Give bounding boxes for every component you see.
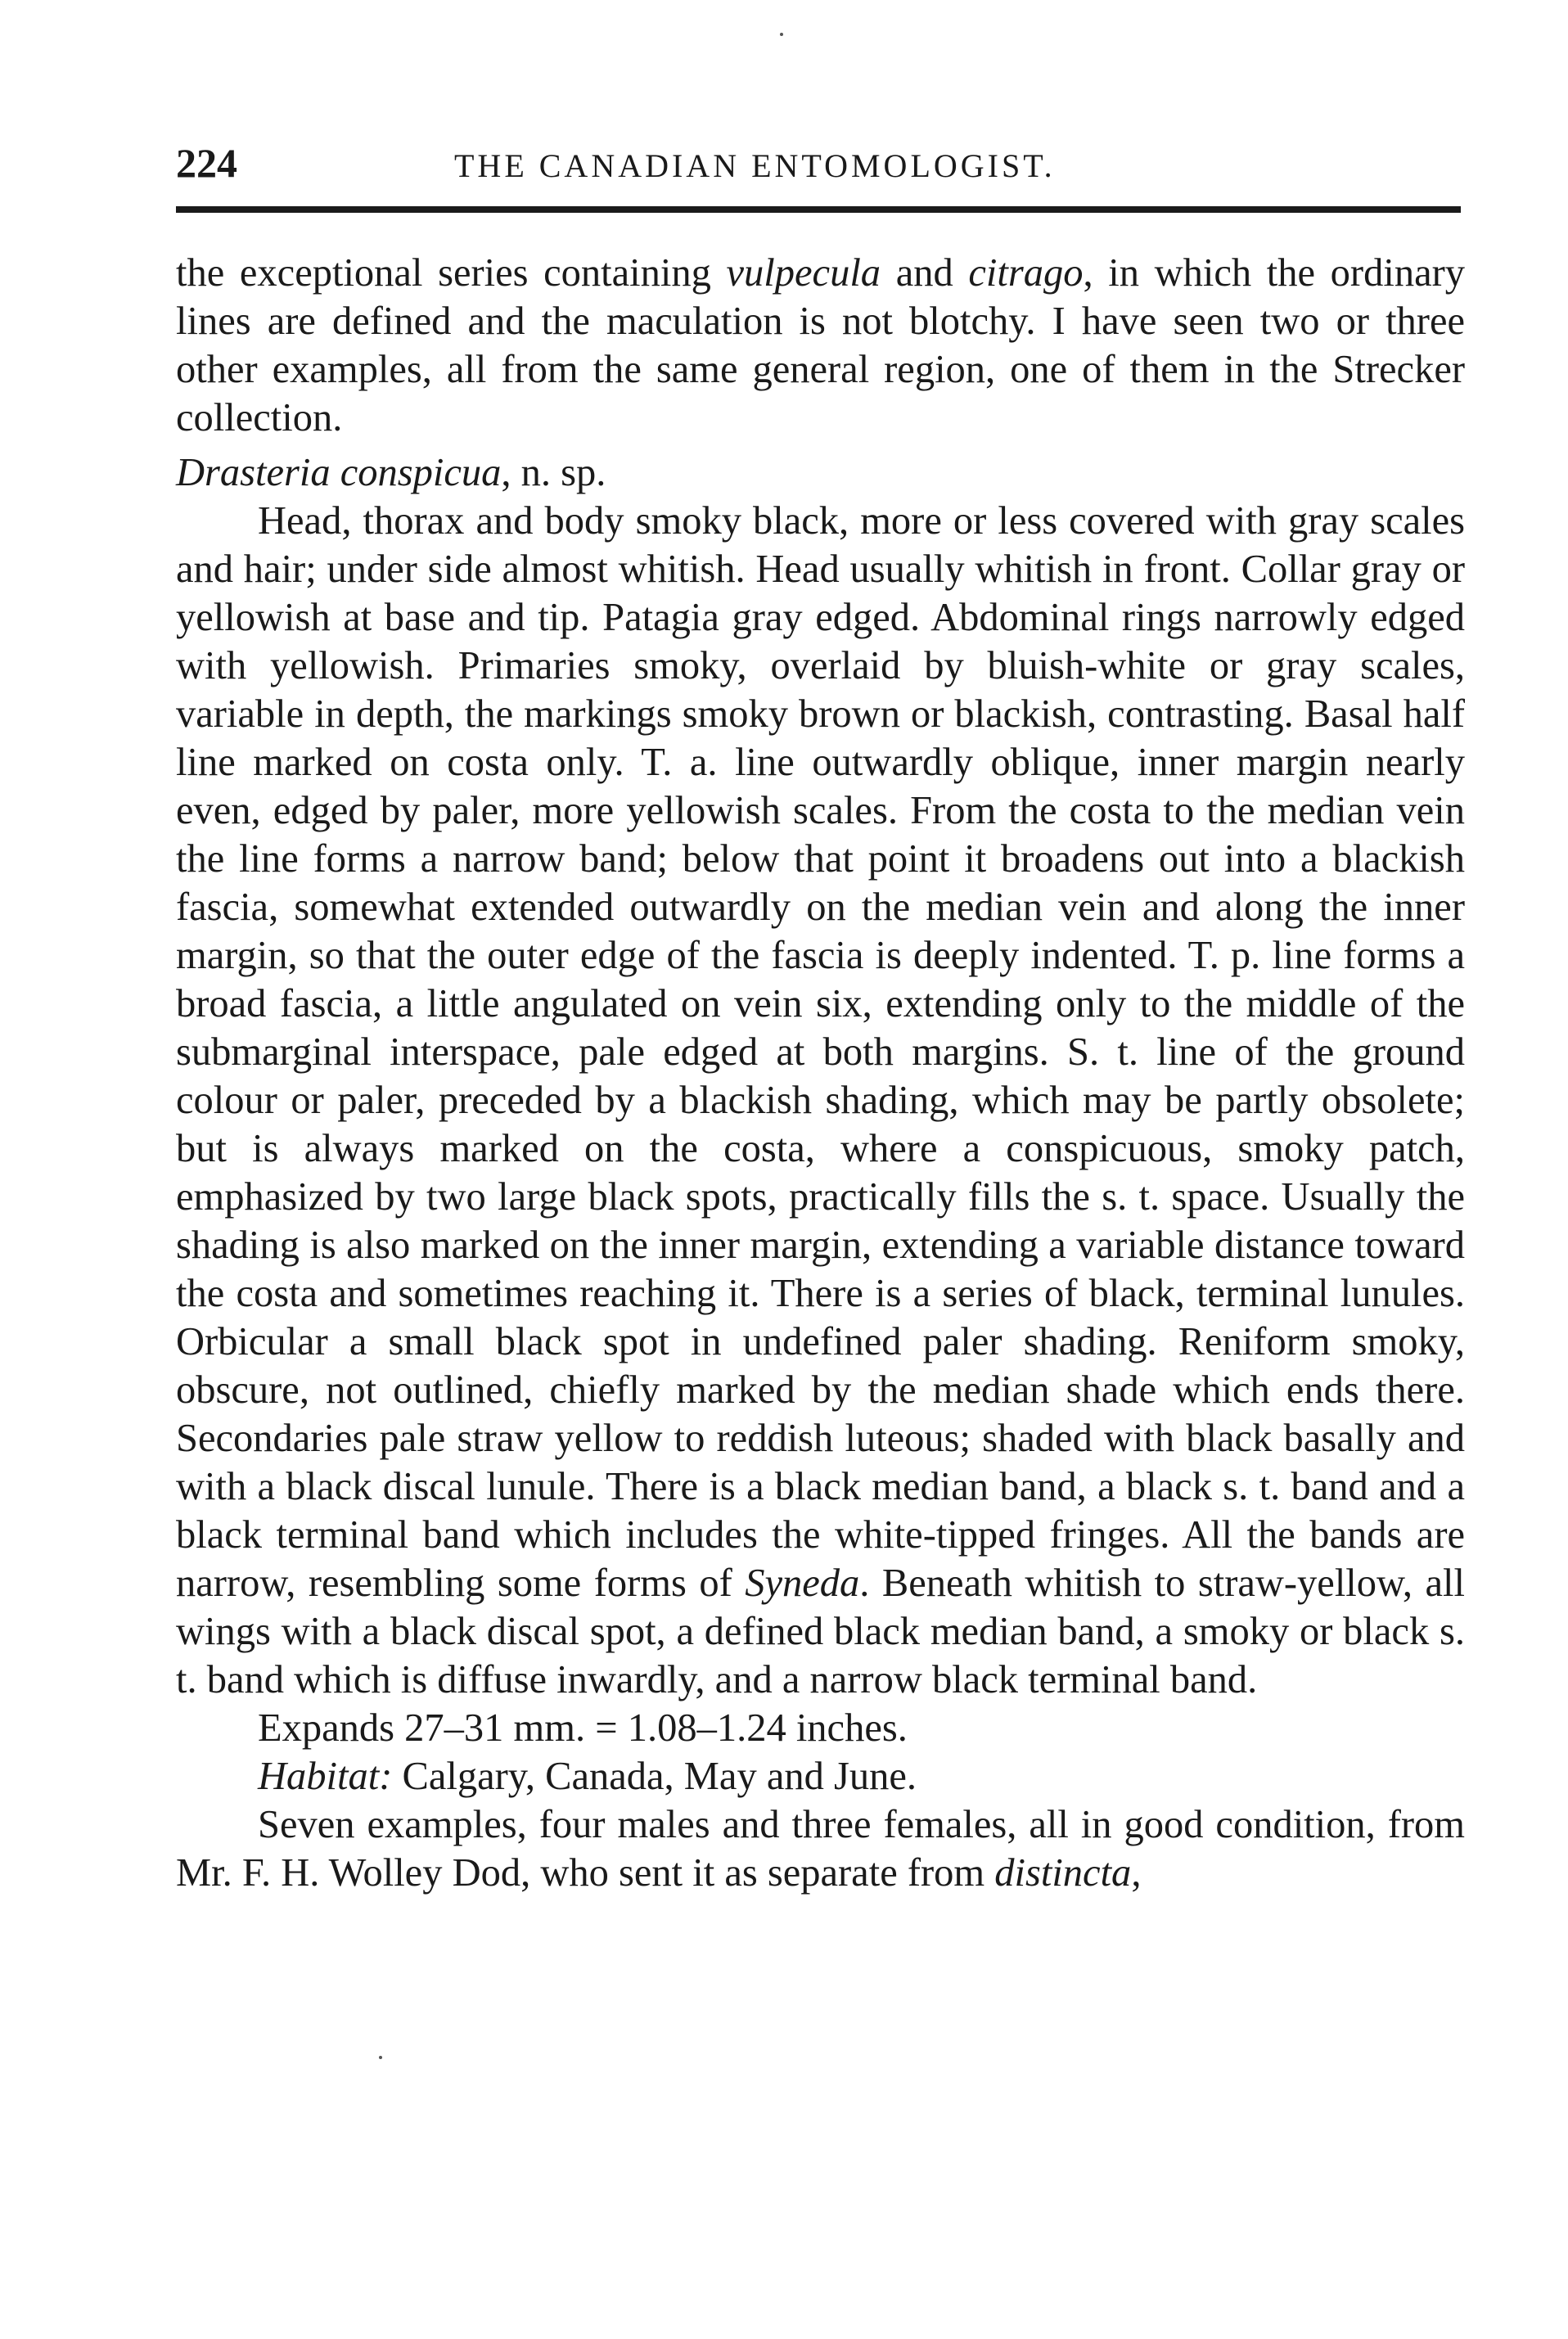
continuation-text-3: , in which the ordinary lines are defined and the maculation is not blotchy. I have seen two or three other examples, all from the same general region, one of them in the Strecker collection. [176, 251, 1465, 439]
species-heading [176, 448, 1465, 497]
species-suffix: , n. sp. [501, 451, 606, 494]
continuation-text-2: and [881, 251, 969, 295]
description-paragraph [176, 497, 1465, 1704]
running-title: THE CANADIAN ENTOMOLOGIST. [454, 147, 1056, 184]
continuation-text-1: the exceptional series containing [176, 251, 727, 295]
print-speck-top [780, 33, 783, 36]
description-text-1: Head, thorax and body smoky black, more or less covered with gray scales and hair; under side almost whitish. Head usually whitish in front. Collar gray or yellowish at base and tip. Patagia gray edged. Abdominal rings narrowly edged with yellowish. Primaries smoky, overlaid by bluish-white or gray scales, variable in depth, the markings smoky brown or blackish, contrasting. Basal half line marked on costa only. T. a. line outwardly oblique, inner margin nearly even, edged by paler, more yellowish scales. From the costa to the median vein the line forms a narrow band; below that point it broadens out into a blackish fascia, somewhat extended outwardly on the median vein and along the inner margin, so that the outer edge of the fascia is deeply indented. T. p. line forms a broad fascia, a little angulated on vein six, extending only to the middle of the submarginal interspace, pale edged at both margins. S. t. line of the ground colour or paler, preceded by a blackish shading, which may be partly obsolete; but is always marked on the costa, where a conspicuous, smoky patch, emphasized by two large black spots, practically fills the s. t. space. Usually the shading is also marked on the inner margin, extending a variable distance toward the costa and sometimes reaching it. There is a series of black, terminal lunules. Orbicular a small black spot in undefined paler shading. Reniform smoky, obscure, not outlined, chiefly marked by the median shade which ends there. Secondaries pale straw yellow to reddish luteous; shaded with black basally and with a black discal lunule. There is a black median band, a black s. t. band and a black terminal band which includes the white-tipped fringes. All the bands are narrow, resembling some forms of [176, 499, 1465, 1605]
species-name: Drasteria conspicua [176, 451, 502, 494]
species-ref-vulpecula: vulpecula [726, 251, 881, 295]
running-header [176, 139, 1465, 196]
habitat-value: Calgary, Canada, May and June. [392, 1755, 917, 1798]
specimens-paragraph [176, 1800, 1465, 1897]
print-speck-bottom [379, 2056, 382, 2059]
habitat-label: Habitat: [258, 1755, 393, 1798]
species-ref-distincta: distincta [994, 1851, 1132, 1895]
expanse-line: Expands 27–31 mm. = 1.08–1.24 inches. [258, 1706, 908, 1750]
book-page [176, 139, 1465, 1897]
description-text-2: . Beneath whitish to straw-yellow, all wings with a black discal spot, a defined black median band, a smoky or black s. t. band which is diffuse inwardly, and a narrow black terminal band. [176, 1562, 1465, 1701]
habitat-line [176, 1752, 1465, 1800]
header-rule [176, 206, 1461, 213]
continuation-paragraph [176, 249, 1465, 442]
specimens-text-2: , [1131, 1851, 1142, 1895]
genus-ref-syneda: Syneda [745, 1562, 860, 1605]
species-ref-citrago: citrago [968, 251, 1084, 295]
specimens-text-1: Seven examples, four males and three females, all in good condition, from Mr. F. H. Wolley Dod, who sent it as separate from [176, 1803, 1465, 1895]
page-number: 224 [176, 140, 237, 186]
